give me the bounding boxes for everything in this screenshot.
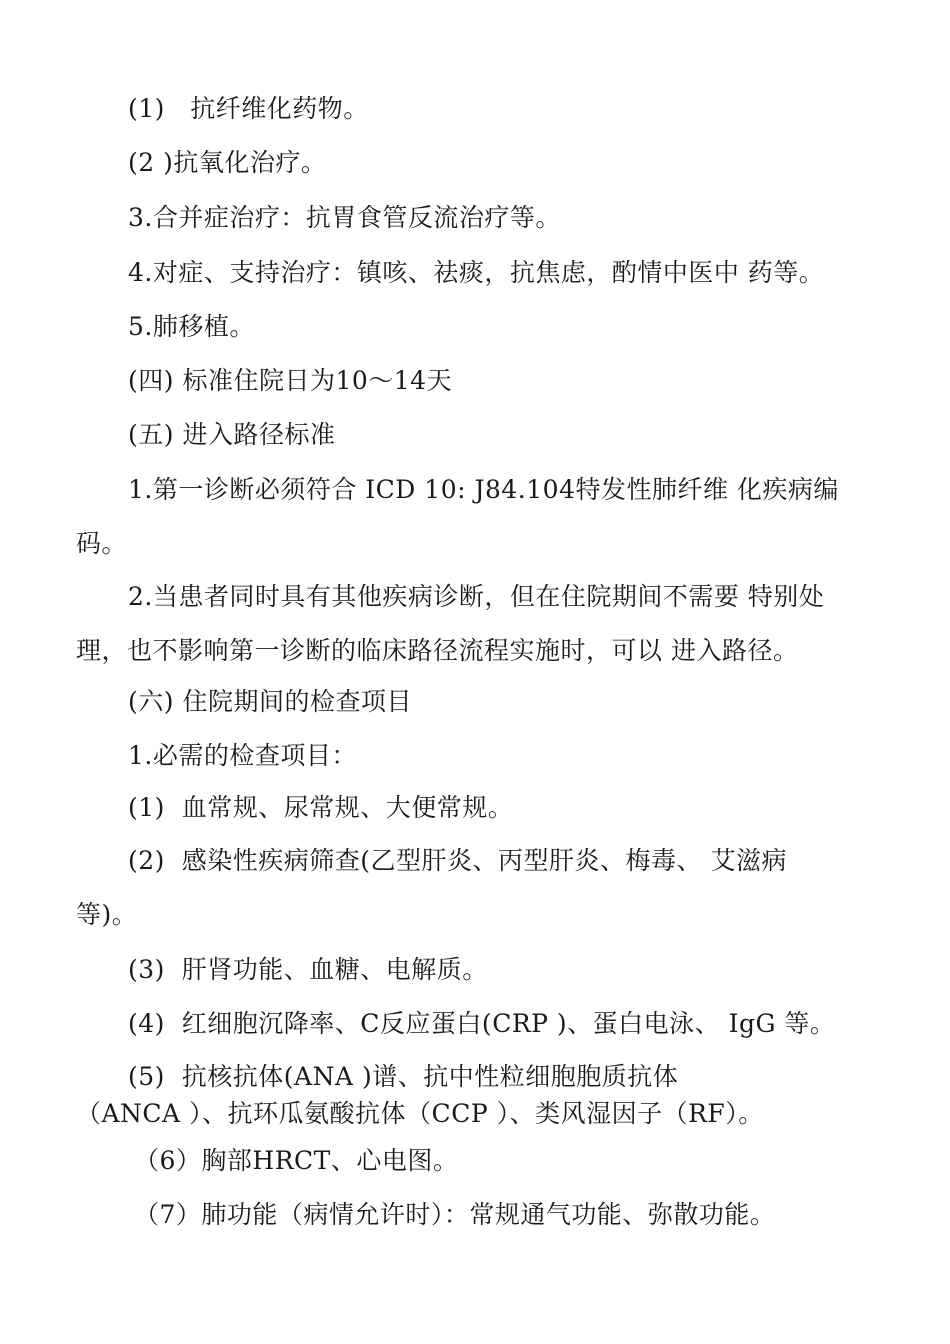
item-antifibrosis-drugs: (1) 抗纤维化药物。	[128, 94, 369, 123]
test-item-2: (2) 感染性疾病筛查(乙型肝炎、丙型肝炎、梅毒、 艾滋病	[128, 846, 788, 875]
test-item-1: (1) 血常规、尿常规、大便常规。	[128, 793, 514, 822]
item-symptomatic-support: 4.对症、支持治疗：镇咳、祛痰，抗焦虑，酌情中医中 药等。	[128, 258, 825, 287]
item-comorbidity-treatment: 3.合并症治疗：抗胃食管反流治疗等。	[128, 203, 561, 232]
entry-criterion-1-cont: 码。	[76, 529, 128, 558]
section-pathway-entry: (五) 进入路径标准	[128, 420, 336, 449]
entry-criterion-2-cont: 理，也不影响第一诊断的临床路径流程实施时，可以 进入路径。	[76, 636, 799, 665]
test-item-5: (5) 抗核抗体(ANA )谱、抗中性粒细胞胞质抗体	[128, 1062, 679, 1091]
item-lung-transplant: 5.肺移植。	[128, 312, 255, 341]
test-item-7: （7）肺功能（病情允许时）：常规通气功能、弥散功能。	[134, 1200, 776, 1229]
entry-criterion-2: 2.当患者同时具有其他疾病诊断，但在住院期间不需要 特别处	[128, 582, 825, 611]
item-antioxidant-therapy: (2 )抗氧化治疗。	[128, 148, 327, 177]
required-tests-heading: 1.必需的检查项目：	[128, 741, 357, 770]
section-inpatient-tests: (六) 住院期间的检查项目	[128, 687, 412, 716]
test-item-5-cont: （ANCA ）、抗环瓜氨酸抗体（CCP ）、类风湿因子（RF）。	[76, 1099, 764, 1128]
test-item-3: (3) 肝肾功能、血糖、电解质。	[128, 955, 488, 984]
test-item-4: (4) 红细胞沉降率、C反应蛋白(CRP )、蛋白电泳、 IgG 等。	[128, 1009, 836, 1038]
test-item-6: （6）胸部HRCT、心电图。	[134, 1146, 459, 1175]
test-item-2-cont: 等)。	[76, 900, 138, 929]
section-standard-stay: (四) 标准住院日为10〜14天	[128, 366, 453, 395]
entry-criterion-1: 1.第一诊断必须符合 ICD 10: J84.104特发性肺纤维 化疾病编	[128, 475, 839, 504]
